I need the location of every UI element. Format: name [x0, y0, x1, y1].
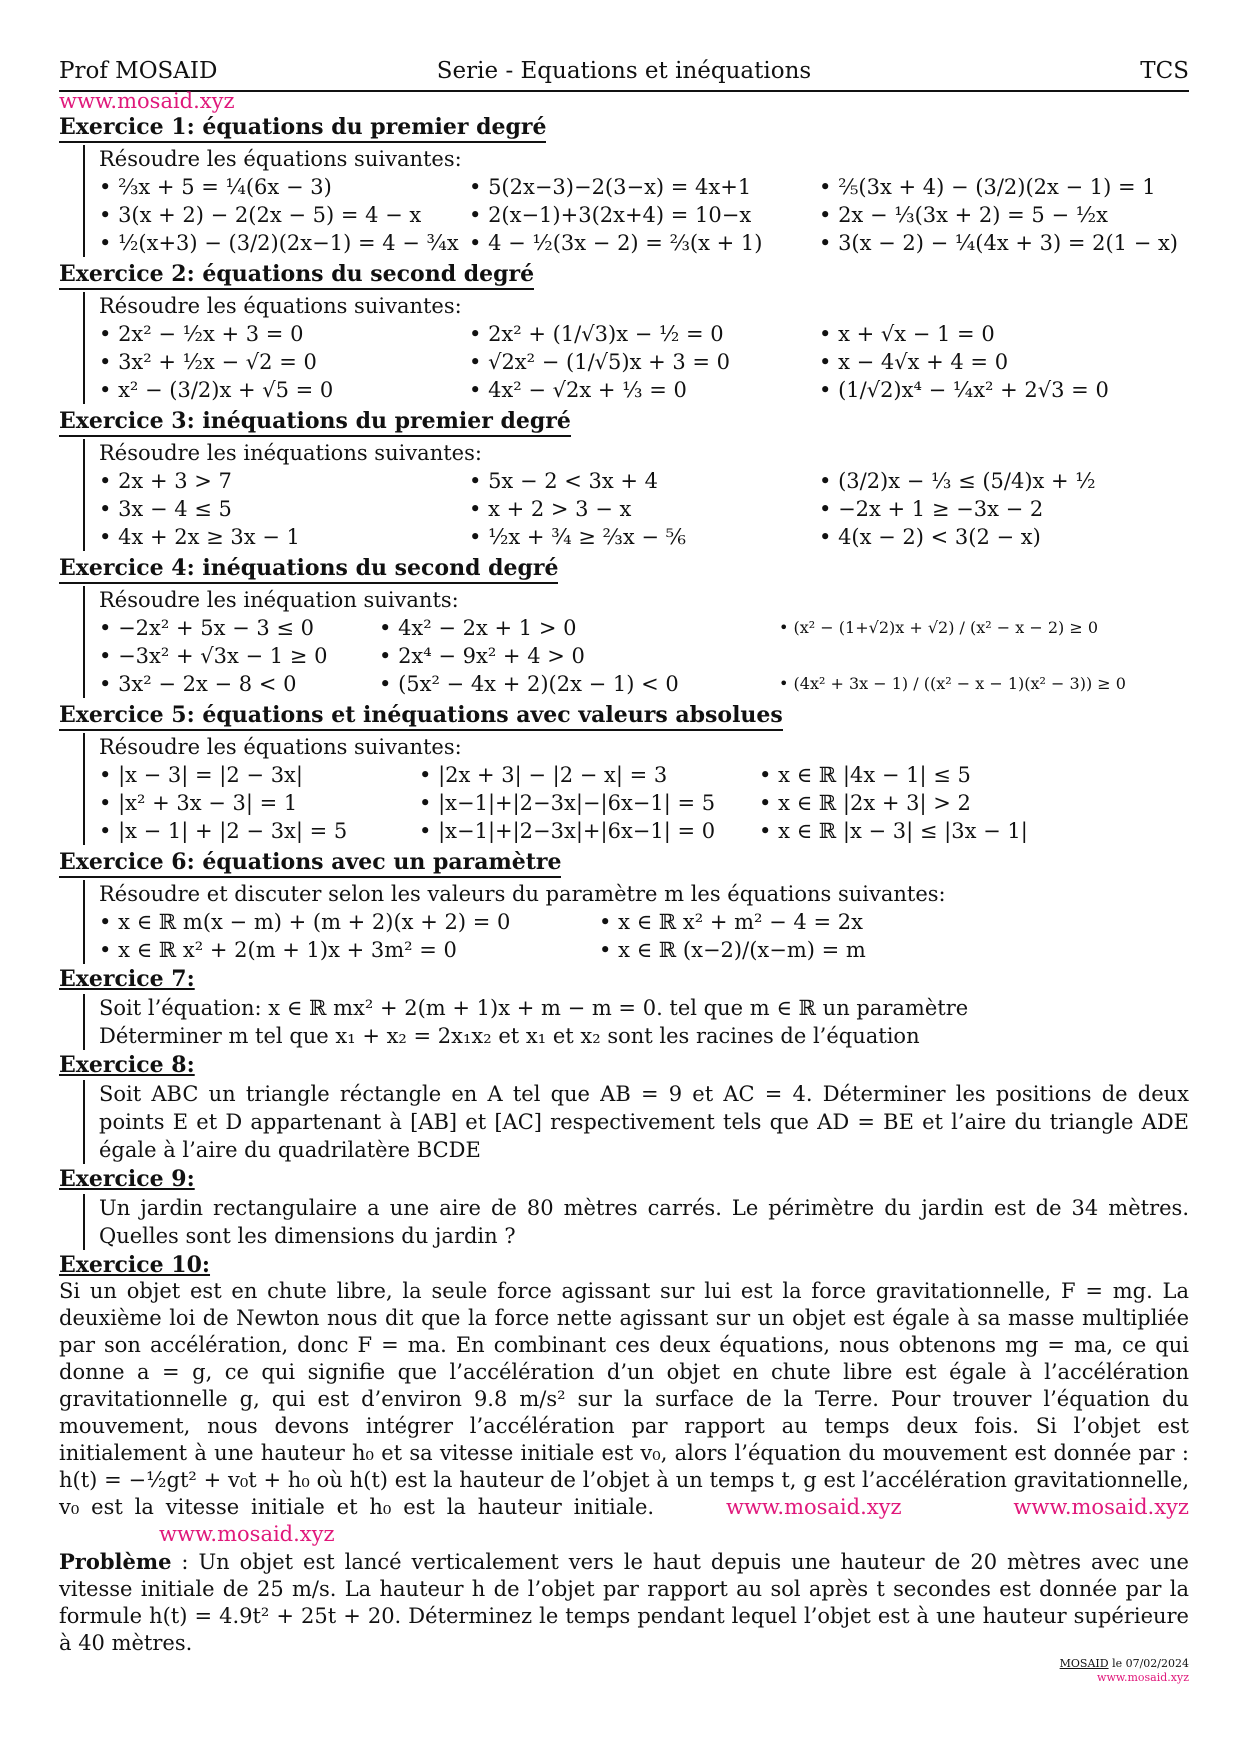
- ex4-title: Exercice 4: inéquations du second degré: [59, 555, 558, 584]
- list-item: • 3(x − 2) − ¼(4x + 3) = 2(1 − x): [819, 229, 1199, 257]
- list-item: • 4x + 2x ≥ 3x − 1: [99, 523, 469, 551]
- header-title: Serie - Equations et inéquations: [436, 58, 812, 84]
- ex10-site-link[interactable]: www.mosaid.xyz: [159, 1522, 335, 1546]
- footer-author: MOSAID: [1059, 1657, 1109, 1670]
- ex7-line1: Soit l’équation: x ∈ ℝ mx² + 2(m + 1)x + m − m = 0. tel que m ∈ ℝ un paramètre: [99, 996, 969, 1020]
- page-header: [59, 52, 1189, 90]
- ex10-text: [59, 1278, 1189, 1548]
- ex9-box: [83, 1194, 1189, 1250]
- ex10-site-link[interactable]: www.mosaid.xyz: [1013, 1495, 1189, 1519]
- list-item: • |x−1|+|2−3x|+|6x−1| = 0: [419, 817, 759, 845]
- ex4-box: [83, 586, 1189, 698]
- list-item: • x ∈ ℝ |4x − 1| ≤ 5: [759, 761, 1159, 789]
- ex9-text: Un jardin rectangulaire a une aire de 80 mètres carrés. Le périmètre du jardin est de 34 mètres. Quelles sont les dimensions du jardin ?: [99, 1196, 1189, 1248]
- list-item: • x² − (3/2)x + √5 = 0: [99, 376, 469, 404]
- list-item: • 2x⁴ − 9x² + 4 > 0: [379, 642, 779, 670]
- list-item: • 3(x + 2) − 2(2x − 5) = 4 − x: [99, 201, 469, 229]
- ex3-box: [83, 439, 1189, 551]
- ex3-list: [99, 467, 1189, 551]
- footer-site-link[interactable]: www.mosaid.xyz: [1097, 1671, 1189, 1684]
- ex2-title: Exercice 2: équations du second degré: [59, 261, 534, 290]
- list-item: • 2x² + (1/√3)x − ½ = 0: [469, 320, 819, 348]
- header-level: TCS: [1140, 58, 1189, 84]
- list-item: • |x−1|+|2−3x|−|6x−1| = 5: [419, 789, 759, 817]
- list-item: • (1/√2)x⁴ − ¼x² + 2√3 = 0: [819, 376, 1199, 404]
- list-spacer: [779, 642, 1199, 670]
- list-item: • 2(x−1)+3(2x+4) = 10−x: [469, 201, 819, 229]
- ex2-box: [83, 292, 1189, 404]
- list-item: • 5(2x−3)−2(3−x) = 4x+1: [469, 173, 819, 201]
- ex1-intro: Résoudre les équations suivantes:: [99, 147, 462, 171]
- list-item: • x + √x − 1 = 0: [819, 320, 1199, 348]
- ex10-body: Si un objet est en chute libre, la seule force agissant sur lui est la force gravitationnelle, F = mg. La deuxième loi de Newton nous dit que la force nette agissant sur un objet est égale à sa masse multipliée par son accélération, donc F = ma. En combinant ces deux équations, nous obtenons mg = ma, ce qui donne a = g, ce qui signifie que l’accélération d’un objet en chute libre est égale à l’accélération gravitationnelle g, qui est d’environ 9.8 m/s² sur la surface de la Terre. Pour trouver l’équation du mouvement, nous devons intégrer l’accélération par rapport au temps deux fois. Si l’objet est initialement à une hauteur h₀ et sa vitesse initiale est v₀, alors l’équation du mouvement est donnée par : h(t) = −½gt² + v₀t + h₀ où h(t) est la hauteur de l’objet à un temps t, g est l’accélération gravitationnelle, v₀ est la vitesse initiale et h₀ est la hauteur initiale.: [59, 1279, 1189, 1519]
- footer-date: le 07/02/2024: [1112, 1657, 1189, 1670]
- list-item: • 4x² − 2x + 1 > 0: [379, 614, 779, 642]
- footer-signature: [1060, 1657, 1189, 1685]
- list-item: • |2x + 3| − |2 − x| = 3: [419, 761, 759, 789]
- ex6-list: [99, 908, 1189, 964]
- list-item: • |x − 3| = |2 − 3x|: [99, 761, 419, 789]
- list-item: • ⅔x + 5 = ¼(6x − 3): [99, 173, 469, 201]
- list-item: • −2x² + 5x − 3 ≤ 0: [99, 614, 379, 642]
- ex3-title: Exercice 3: inéquations du premier degré: [59, 408, 571, 437]
- ex1-box: [83, 145, 1189, 257]
- list-item: • 3x² + ½x − √2 = 0: [99, 348, 469, 376]
- list-item: • x ∈ ℝ |2x + 3| > 2: [759, 789, 1159, 817]
- ex4-list: [99, 614, 1189, 698]
- ex4-intro: Résoudre les inéquation suivants:: [99, 588, 459, 612]
- list-item: • x ∈ ℝ x² + 2(m + 1)x + 3m² = 0: [99, 936, 599, 964]
- ex5-box: [83, 733, 1189, 845]
- list-item: • ½x + ¾ ≥ ⅔x − ⅚: [469, 523, 819, 551]
- list-item: • √2x² − (1/√5)x + 3 = 0: [469, 348, 819, 376]
- ex10-site-link[interactable]: www.mosaid.xyz: [725, 1495, 902, 1519]
- list-item: • ⅖(3x + 4) − (3/2)(2x − 1) = 1: [819, 173, 1199, 201]
- list-item: • (3/2)x − ⅓ ≤ (5/4)x + ½: [819, 467, 1199, 495]
- ex6-box: [83, 880, 1189, 964]
- ex3-intro: Résoudre les inéquations suivantes:: [99, 441, 482, 465]
- list-item: • |x² + 3x − 3| = 1: [99, 789, 419, 817]
- probleme-label: Problème: [59, 1549, 172, 1574]
- header-site-link[interactable]: www.mosaid.xyz: [59, 89, 235, 113]
- list-item: • x ∈ ℝ (x−2)/(x−m) = m: [599, 936, 1119, 964]
- list-item: • 4 − ½(3x − 2) = ⅔(x + 1): [469, 229, 819, 257]
- probleme-text: : Un objet est lancé verticalement vers le haut depuis une hauteur de 20 mètres avec une vitesse initiale de 25 m/s. La hauteur h de l’objet par rapport au sol après t secondes est donnée par la formule h(t) = 4.9t² + 25t + 20. Déterminez le temps pendant lequel l’objet est à une hauteur supérieure à 40 mètres.: [59, 1550, 1189, 1655]
- list-item: • −2x + 1 ≥ −3x − 2: [819, 495, 1199, 523]
- list-item: • x − 4√x + 4 = 0: [819, 348, 1199, 376]
- list-item: • |x − 1| + |2 − 3x| = 5: [99, 817, 419, 845]
- list-item: • 2x + 3 > 7: [99, 467, 469, 495]
- ex8-text: Soit ABC un triangle réctangle en A tel que AB = 9 et AC = 4. Déterminer les positions de deux points E et D appartenant à [AB] et [AC] respectivement tels que AD = BE et l’aire du triangle ADE égale à l’aire du quadrilatère BCDE: [99, 1082, 1189, 1162]
- ex5-title: Exercice 5: équations et inéquations avec valeurs absolues: [59, 702, 783, 731]
- ex10-title: Exercice 10:: [59, 1252, 211, 1278]
- list-item: • x ∈ ℝ m(x − m) + (m + 2)(x + 2) = 0: [99, 908, 599, 936]
- ex6-title: Exercice 6: équations avec un paramètre: [59, 849, 561, 878]
- list-item: • −3x² + √3x − 1 ≥ 0: [99, 642, 379, 670]
- probleme: [59, 1548, 1189, 1657]
- ex5-list: [99, 761, 1189, 845]
- list-item: • 3x − 4 ≤ 5: [99, 495, 469, 523]
- ex8-box: [83, 1080, 1189, 1164]
- ex1-title: Exercice 1: équations du premier degré: [59, 114, 546, 143]
- list-item: • (x² − (1+√2)x + √2) / (x² − x − 2) ≥ 0: [779, 614, 1199, 642]
- ex1-list: [99, 173, 1189, 257]
- list-item: • x + 2 > 3 − x: [469, 495, 819, 523]
- ex8-title: Exercice 8:: [59, 1052, 195, 1078]
- ex2-intro: Résoudre les équations suivantes:: [99, 294, 462, 318]
- ex7-box: [83, 994, 1189, 1050]
- page: [59, 52, 1189, 1684]
- list-item: • x ∈ ℝ x² + m² − 4 = 2x: [599, 908, 1119, 936]
- list-item: • 2x² − ½x + 3 = 0: [99, 320, 469, 348]
- list-item: • 4x² − √2x + ⅓ = 0: [469, 376, 819, 404]
- ex2-list: [99, 320, 1189, 404]
- ex5-intro: Résoudre les équations suivantes:: [99, 735, 462, 759]
- list-item: • 2x − ⅓(3x + 2) = 5 − ½x: [819, 201, 1199, 229]
- ex7-title: Exercice 7:: [59, 966, 195, 992]
- list-item: • (5x² − 4x + 2)(2x − 1) < 0: [379, 670, 779, 698]
- list-item: • (4x² + 3x − 1) / ((x² − x − 1)(x² − 3)) ≥ 0: [779, 670, 1199, 698]
- header-author: Prof MOSAID: [59, 58, 218, 84]
- list-item: • ½(x+3) − (3/2)(2x−1) = 4 − ¾x: [99, 229, 469, 257]
- ex6-intro: Résoudre et discuter selon les valeurs du paramètre m les équations suivantes:: [99, 882, 946, 906]
- list-item: • 3x² − 2x − 8 < 0: [99, 670, 379, 698]
- ex7-line2: Déterminer m tel que x₁ + x₂ = 2x₁x₂ et x₁ et x₂ sont les racines de l’équation: [99, 1024, 920, 1048]
- list-item: • x ∈ ℝ |x − 3| ≤ |3x − 1|: [759, 817, 1159, 845]
- ex9-title: Exercice 9:: [59, 1166, 195, 1192]
- list-item: • 4(x − 2) < 3(2 − x): [819, 523, 1199, 551]
- list-item: • 5x − 2 < 3x + 4: [469, 467, 819, 495]
